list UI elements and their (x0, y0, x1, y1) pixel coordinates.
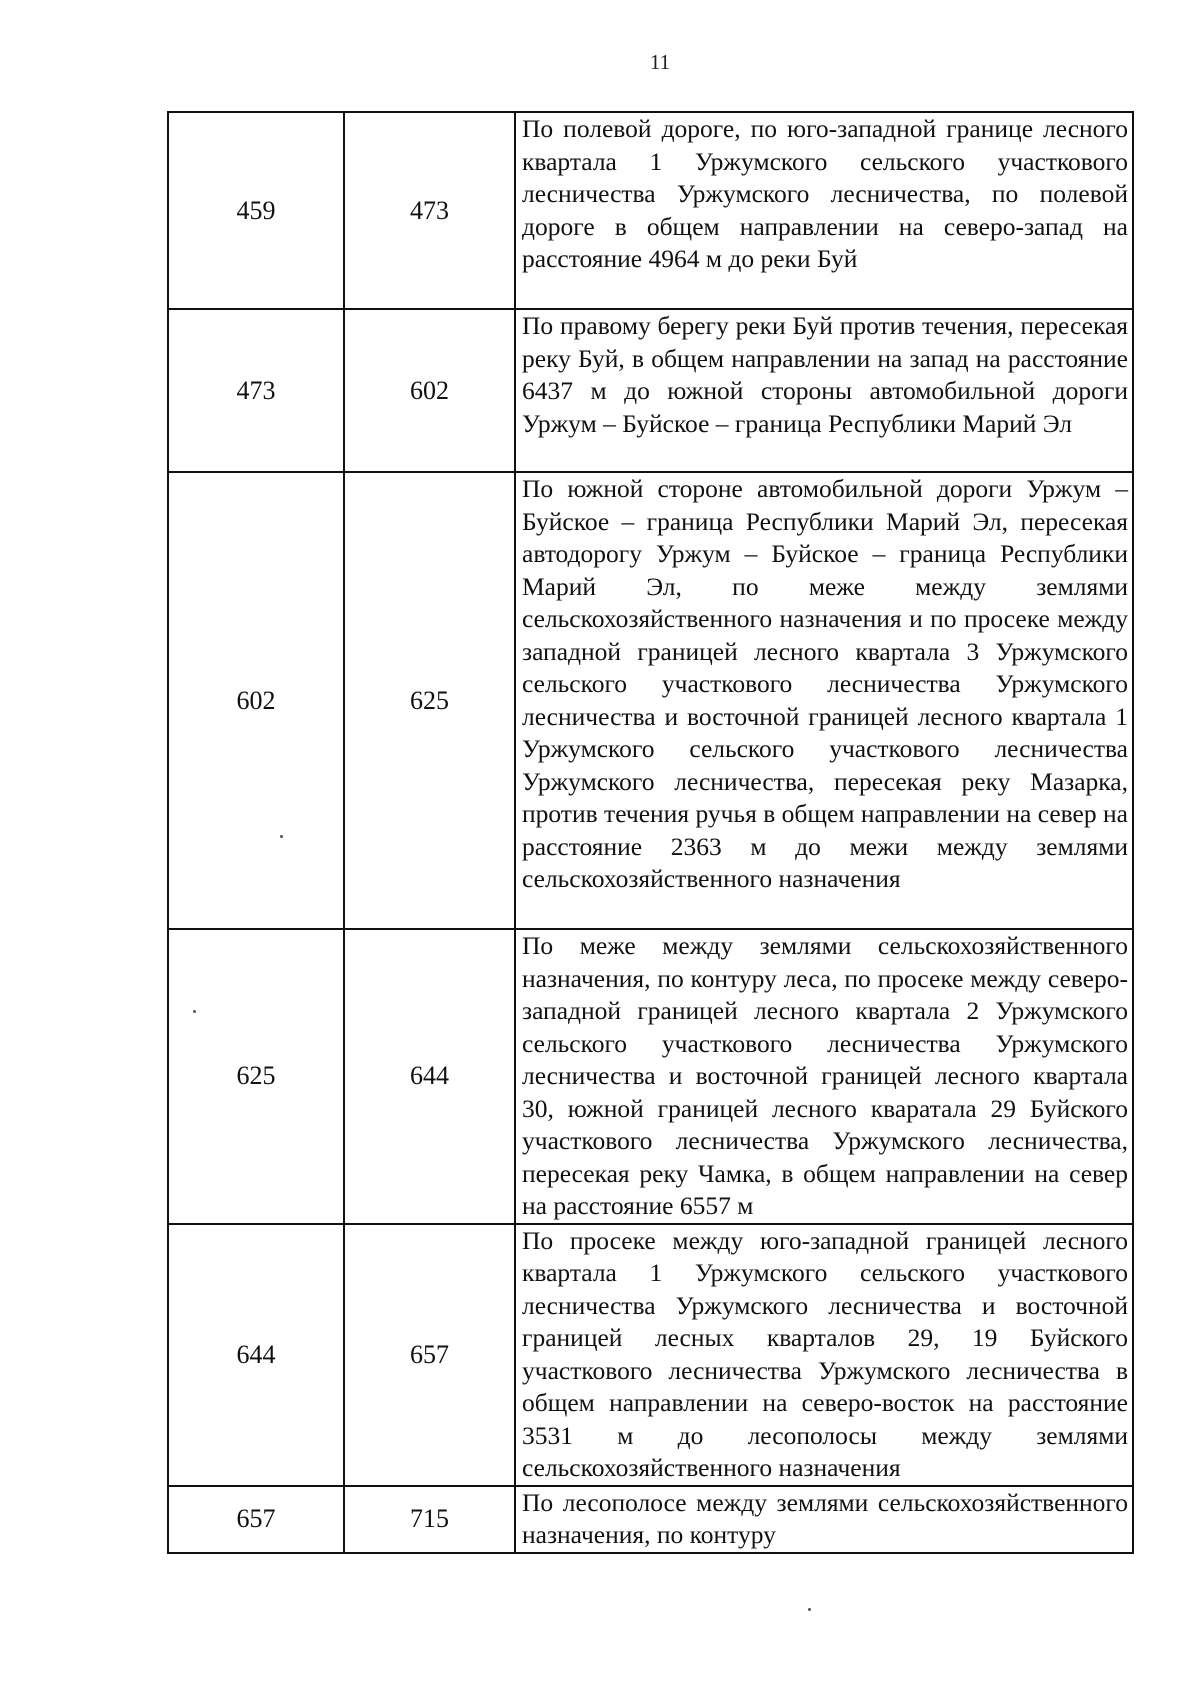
description-cell: По просеке между юго-западной границей лесного квартала 1 Уржумского сельского участкового лесничества Уржумского лесничества и восточной границей лесных кварталов 29, 19 Буйского участкового лесничества Уржумского лесничества в общем направлении на северо-восток на расстояние 3531 м до лесополосы между землями сельскохозяйственного назначения (515, 1224, 1133, 1486)
description-cell: По правому берегу реки Буй против течения, пересекая реку Буй, в общем направлении на запад на расстояние 6437 м до южной стороны автомобильной дороги Уржум – Буйское – граница Республики Марий Эл (515, 309, 1133, 472)
from-point-cell: 625 (168, 929, 344, 1224)
description-cell: По южной стороне автомобильной дороги Уржум – Буйское – граница Республики Марий Эл, пересекая автодорогу Уржум – Буйское – граница Республики Марий Эл, по меже между землями сельскохозяйственного назначения и по просеке между западной границей лесного квартала 3 Уржумского сельского участкового лесничества Уржумского лесничества и восточной границей лесного квартала 1 Уржумского сельского участкового лесничества Уржумского лесничества, пересекая реку Мазарка, против течения ручья в общем направлении на север на расстояние 2363 м до межи между землями сельскохозяйственного назначения (515, 472, 1133, 929)
scan-speck (193, 1010, 196, 1013)
table-row (168, 1486, 1133, 1553)
description-cell: По меже между землями сельскохозяйственного назначения, по контуру леса, по просеке между северо-западной границей лесного квартала 2 Уржумского сельского участкового лесничества Уржумского лесничества и восточной границей лесного квартала 30, южной границей лесного кваратала 29 Буйского участкового лесничества Уржумского лесничества, пересекая реку Чамка, в общем направлении на север на расстояние 6557 м (515, 929, 1133, 1224)
table-row (168, 1224, 1133, 1486)
description-cell: По лесополосе между землями сельскохозяйственного назначения, по контуру (515, 1486, 1133, 1553)
table-row (168, 112, 1133, 309)
from-point-cell: 473 (168, 309, 344, 472)
table-row (168, 929, 1133, 1224)
table-row (168, 472, 1133, 929)
scan-speck (808, 1608, 811, 1611)
to-point-cell: 625 (344, 472, 515, 929)
from-point-cell: 459 (168, 112, 344, 309)
scan-speck (280, 835, 283, 838)
description-cell: По полевой дороге, по юго-западной границе лесного квартала 1 Уржумского сельского участкового лесничества Уржумского лесничества, по полевой дороге в общем направлении на северо-запад на расстояние 4964 м до реки Буй (515, 112, 1133, 309)
table-row (168, 309, 1133, 472)
from-point-cell: 657 (168, 1486, 344, 1553)
to-point-cell: 657 (344, 1224, 515, 1486)
to-point-cell: 602 (344, 309, 515, 472)
boundary-table (167, 111, 1134, 1554)
from-point-cell: 602 (168, 472, 344, 929)
to-point-cell: 473 (344, 112, 515, 309)
page-number: 11 (649, 50, 671, 74)
to-point-cell: 715 (344, 1486, 515, 1553)
to-point-cell: 644 (344, 929, 515, 1224)
from-point-cell: 644 (168, 1224, 344, 1486)
